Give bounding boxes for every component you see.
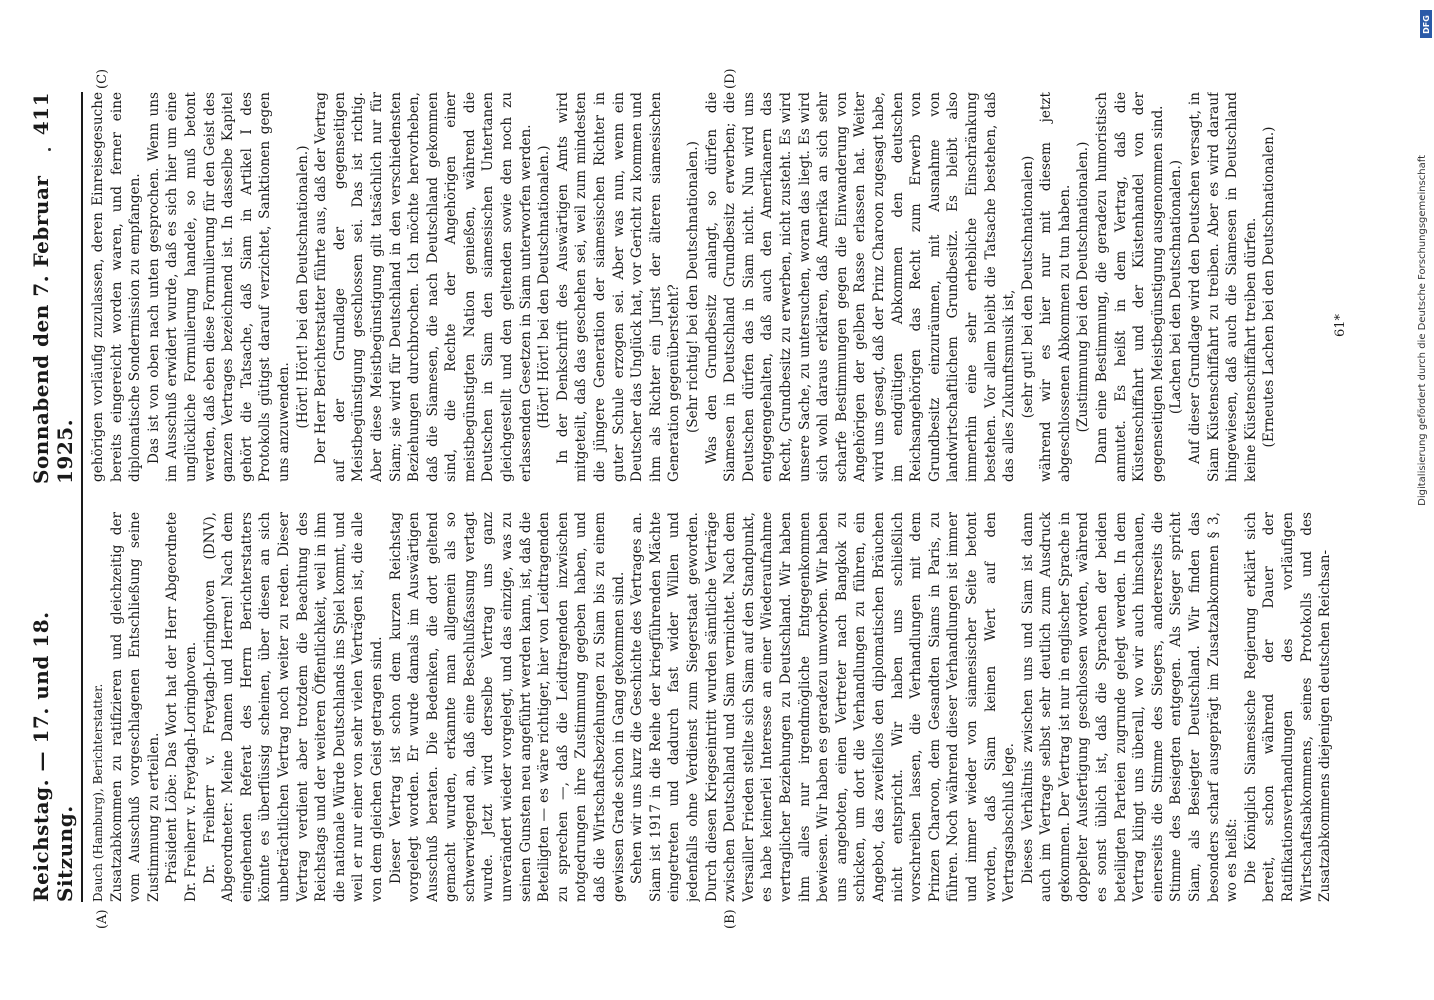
interjection: (Hört! Hört! bei den Deutschnationalen.) (536, 145, 553, 429)
interjection: (Zustimmung bei den Deutschnationalen.) (1075, 141, 1092, 433)
scan-speck (48, 148, 51, 151)
interjection: (sehr gut! bei den Deutschnationalen) (1019, 155, 1036, 419)
paragraph: Dann eine Bestimmung, die geradezu humoristisch anmutet. Es heißt in dem Vertrag, daß die Küstenschiffahrt und der Küstenhandel von der gegenseitigen Meistbegünstigung ausgenommen sind. (1094, 92, 1166, 482)
attribution-text: Digitalisierung gefördert durch die Deutsche Forschungsgemeinschaft (1417, 155, 1428, 506)
signature-mark: 61* (1333, 313, 1348, 337)
paragraph: Auf dieser Grundlage wird den Deutschen versagt, in Siam Küstenschiffahrt zu treiben. Aber es wird darauf hingewiesen, daß auch die Siamesen in Deutschland keine Küstenschiffahrt treiben dürfen. (1187, 92, 1259, 482)
paragraph: Dieses Verhältnis zwischen uns und Siam ist dann auch im Vertrage selbst sehr deutlich zum Ausdruck gekommen. Der Vertrag ist nur in englischer Sprache in doppelter Ausfertigung geschlossen worden, während es sonst üblich ist, daß die Sprachen der beiden beteiligten Parteien zugrunde gelegt werden. In dem Vertrag klingt uns überall, wo wir auch hinschauen, einerseits die Stimme des Siegers, andererseits die Stimme des Besiegten entgegen. Als Sieger spricht Siam, als Besiegter Deutschland. Wir finden das besonders scharf ausgeprägt im Zusatzabkommen § 3, wo es heißt: (1019, 512, 1241, 902)
interjection: (Sehr richtig! bei den Deutschnationalen.) (685, 141, 701, 433)
margin-marker-a: (A) (95, 909, 110, 929)
speaker-line: Dauch (Hamburg), Berichterstatter. (91, 683, 105, 902)
paragraph: Die Königlich Siamesische Regierung erklärt sich bereit, schon während der Dauer der Ratifikationsverhandlungen des vorläufigen Wirtschaftsabkommens, seines Protokolls und des Zusatzabkommens diejenigen deutschen Reichsan- (1242, 512, 1334, 902)
paragraph: Sehen wir uns kurz die Geschichte des Vertrages an. Siam ist 1917 in die Reihe der kriegführenden Mächte eingetreten und dadurch fast wider Willen und jedenfalls ohne Verdienst zum Siegerstaat geworden. Durch diesen Kriegseintritt wurden sämtliche Verträge zwischen Deutschland und Siam vernichtet. Nach dem Versailler Frieden stellte sich Siam auf den Standpunkt, es habe keinerlei Interesse an einer Wiederaufnahme vertraglicher Beziehungen zu Deutschland. Wir haben ihm alles nur irgendmögliche Entgegenkommen bewiesen. Wir haben es geradezu umworben. Wir haben uns angeboten, einen Vertreter nach Bangkok zu schicken, um dort die Verhandlungen zu führen, ein Angebot, das zweifellos den diplomatischen Bräuchen nicht entspricht. Wir haben uns schließlich vorschreiben lassen, die Verhandlungen mit dem Prinzen Charoon, dem Gesandten Siams in Paris, zu führen. Noch während dieser Verhandlungen ist immer und immer wieder von siamesischer Seite betont worden, daß Siam keinen Wert auf den Vertragsabschluß lege. (629, 512, 1018, 902)
interjection: (Erneutes Lachen bei den Deutschnationalen.) (1261, 126, 1278, 448)
left-column (89, 512, 1367, 902)
paragraph: In der Denkschrift des Auswärtigen Amts wird mitgeteilt, daß das geschehen sei, weil zum mindesten die jüngere Generation der siamesischen Richter in guter Schule erzogen sei. Aber was nun, wenn ein Deutscher das Unglück hat, vor Gericht zu kommen und ihm als Richter ein Jurist der älteren siamesischen Generation gegenübersteht? (554, 92, 683, 482)
paragraph: Zusatzabkommen zu ratifizieren und gleichzeitig der vom Ausschuß vorgeschlagenen Entschließung seine Zustimmung zu erteilen. (108, 512, 162, 902)
paragraph: gehörigen vorläufig zuzulassen, deren Einreisegesuche bereits eingereicht worden waren, und ferner eine diplomatische Sondermission zu empfangen. (90, 92, 144, 482)
paragraph: Dieser Vertrag ist schon dem kurzen Reichstag vorgelegt worden. Er wurde damals im Auswärtigen Ausschuß beraten. Die Bedenken, die dort geltend gemacht wurden, erkannte man allgemein als so schwerwiegend an, daß eine Beschlußfassung vertagt wurde. Jetzt wird derselbe Vertrag uns ganz unverändert wieder vorgelegt, und das einzige, was zu seinen Gunsten neu angeführt werden kann, ist, daß die Beteiligten — es wäre richtiger, hier von Leidtragenden zu sprechen —, daß die Leidtragenden inzwischen notgedrungen ihre Zustimmung gegeben haben, und daß die Wirtschaftsbeziehungen zu Siam bis zu einem gewissen Grade schon in Gang gekommen sind. (387, 512, 627, 902)
page-header (29, 92, 77, 902)
paragraph: Das ist von oben nach unten gesprochen. Wenn uns im Ausschuß erwidert wurde, daß es sich hier um eine unglückliche Formulierung handele, so muß betont werden, daß eben diese Formulierung für den Geist des ganzen Vertrages bezeichnend ist. In dasselbe Kapitel gehört die Tatsache, daß Siam in Artikel I des Protokolls gütigst darauf verzichtet, Sanktionen gegen uns anzuwenden. (145, 92, 292, 482)
paragraph: Präsident Löbe: Das Wort hat der Herr Abgeordnete Dr. Freiherr v. Freytagh-Loringhoven. (164, 512, 199, 902)
margin-marker-b: (B) (723, 909, 738, 929)
header-rule (81, 92, 83, 902)
header-left: Reichstag. — 17. und 18. Sitzung. (29, 611, 77, 902)
margin-marker-d: (D) (723, 68, 738, 89)
rotated-document-page (3, 0, 1434, 997)
interjection: (Hört! Hört! bei den Deutschnationalen.) (294, 145, 311, 429)
paragraph: Der Herr Berichterstatter führte aus, daß der Vertrag auf der Grundlage der gegenseitigen Meistbegünstigung geschlossen sei. Das ist richtig. Aber diese Meistbegünstigung gilt tatsächlich nur für Siam; sie wird für Deutschland in den verschiedensten Beziehungen durchbrochen. Ich möchte hervorheben, daß die Siamesen, die nach Deutschland gekommen sind, die Rechte der Angehörigen einer meistbegünstigten Nation genießen, während die Deutschen in Siam den siamesischen Untertanen gleichgestellt und den geltenden sowie den noch zu erlassenden Gesetzen in Siam unterworfen werden. (313, 92, 534, 482)
paragraph: Was den Grundbesitz anlangt, so dürfen die Siamesen in Deutschland Grundbesitz erwerben; die Deutschen dürfen das in Siam nicht. Nun wird uns entgegengehalten, daß auch den Amerikanern das Recht, Grundbesitz zu erwerben, nicht zusteht. Es wird unsere Sache, zu untersuchen, woran das liegt. Es wird sich wohl daraus erklären, daß Amerika an sich sehr scharfe Bestimmungen gegen die Einwanderung von Angehörigen der gelben Rasse erlassen hat. Weiter wird uns gesagt, daß der Prinz Charoon zugesagt habe, im endgültigen Abkommen den deutschen Reichsangehörigen das Recht zum Erwerb von Grundbesitz einzuräumen, mit Ausnahme von landwirtschaftlichem Grundbesitz. Es bleibt also immerhin eine sehr erhebliche Einschränkung bestehen. Vor allem bleibt die Tatsache bestehen, daß das alles Zukunftsmusik ist, (703, 92, 1018, 482)
page-number: 411 (29, 92, 53, 136)
dfg-logo: DFG (1420, 10, 1432, 38)
header-date: Sonnabend den 7. Februar 1925. (29, 175, 77, 484)
margin-marker-c: (C) (95, 68, 110, 89)
paragraph: während wir es hier nur mit diesem jetzt abgeschlossenen Abkommen zu tun haben. (1038, 92, 1073, 482)
sidebar-attribution (1415, 10, 1431, 1000)
interjection: (Lachen bei den Deutschnationalen.) (1168, 159, 1185, 415)
right-column (89, 92, 1367, 482)
paragraph: Dr. Freiherr v. Freytagh-Loringhoven (DNV), Abgeordneter: Meine Damen und Herren! Nach dem eingehenden Referat des Herrn Berichterstatters könnte es überflüssig scheinen, über diesen an sich unbeträchtlichen Vertrag noch weiter zu reden. Dieser Vertrag verdient aber trotzdem die Beachtung des Reichstags und der weiteren Öffentlichkeit, weil in ihm die nationale Würde Deutschlands ins Spiel kommt, und weil er nur einer von sehr vielen Verträgen ist, die alle von dem gleichen Geist getragen sind. (201, 512, 385, 902)
